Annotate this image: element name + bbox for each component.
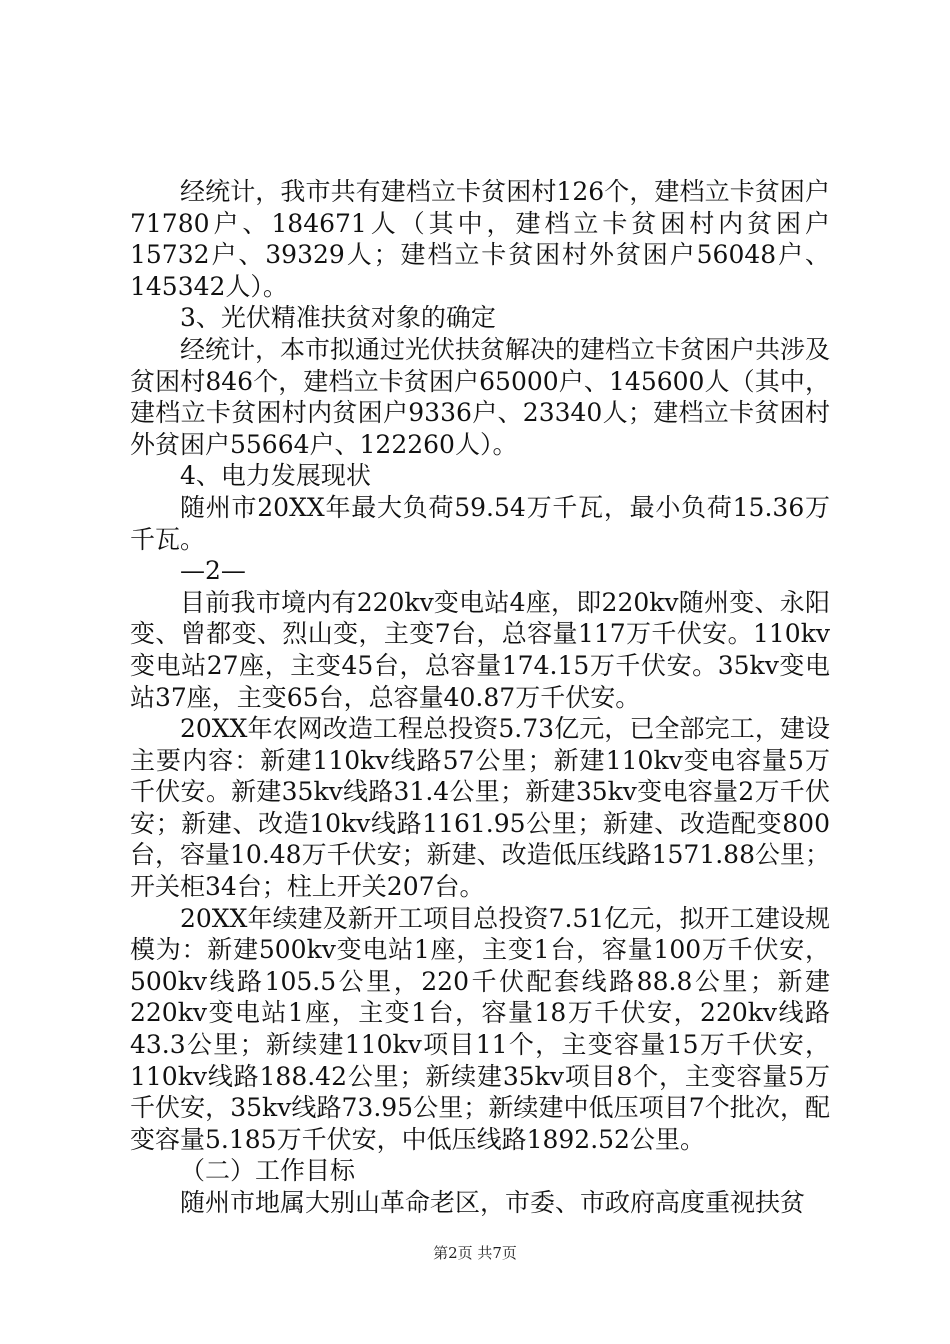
heading-pv-target-identification: 3、光伏精准扶贫对象的确定 (180, 303, 496, 333)
inline-page-marker: —2— (180, 556, 246, 586)
paragraph-region-intro: 随州市地属大别山革命老区，市委、市政府高度重视扶贫 (180, 1188, 806, 1217)
paragraph-pv-target-statistics: 经统计，本市拟通过光伏扶贫解决的建档立卡贫困户共涉及贫困村846个，建档立卡贫困户65000户、145600人（其中，建档立卡贫困村内贫困户9336户、23340人；建档立卡贫困村外贫困户55664户、122260人）。 (130, 334, 831, 459)
document-body (130, 176, 830, 1219)
paragraph-rural-grid: 20XX年农网改造工程总投资5.73亿元，已全部完工，建设主要内容：新建110kv线路57公里；新建110kv变电容量5万千伏安。新建35kv线路31.4公里；新建35kv变电容量2万千伏安；新建、改造10kv线路1161.95公里；新建、改造配变800台，容量10.48万千伏安；新建、改造低压线路1571.88公里；开关柜34台；柱上开关207台。 (130, 714, 830, 902)
heading-work-goals: （二）工作目标 (180, 1156, 356, 1186)
paragraph-poverty-statistics: 经统计，我市共有建档立卡贫困村126个，建档立卡贫困户71780户、184671人（其中，建档立卡贫困村内贫困户15732户、39329人；建档立卡贫困村外贫困户56048户、145342人）。 (130, 177, 830, 301)
paragraph-load: 随州市20XX年最大负荷59.54万千瓦，最小负荷15.36万千瓦。 (130, 492, 830, 554)
paragraph-substations: 目前我市境内有220kv变电站4座，即220kv随州变、永阳变、曾都变、烈山变，主变7台，总容量117万千伏安。110kv变电站27座，主变45台，总容量174.15万千伏安。35kv变电站37座，主变65台，总容量40.87万千伏安。 (130, 587, 830, 712)
heading-power-status: 4、电力发展现状 (180, 461, 371, 491)
paragraph-new-projects: 20XX年续建及新开工项目总投资7.51亿元，拟开工建设规模为：新建500kv变电站1座，主变1台，容量100万千伏安，500kv线路105.5公里，220千伏配套线路88.8公里；新建220kv变电站1座，主变1台，容量18万千伏安，220kv线路43.3公里；新续建110kv项目11个，主变容量15万千伏安，110kv线路188.42公里；新续建35kv项目8个，主变容量5万千伏安，35kv线路73.95公里；新续建中低压项目7个批次，配变容量5.185万千伏安，中低压线路1892.52公里。 (130, 903, 830, 1154)
page-footer: 第2页 共7页 (433, 1244, 517, 1262)
